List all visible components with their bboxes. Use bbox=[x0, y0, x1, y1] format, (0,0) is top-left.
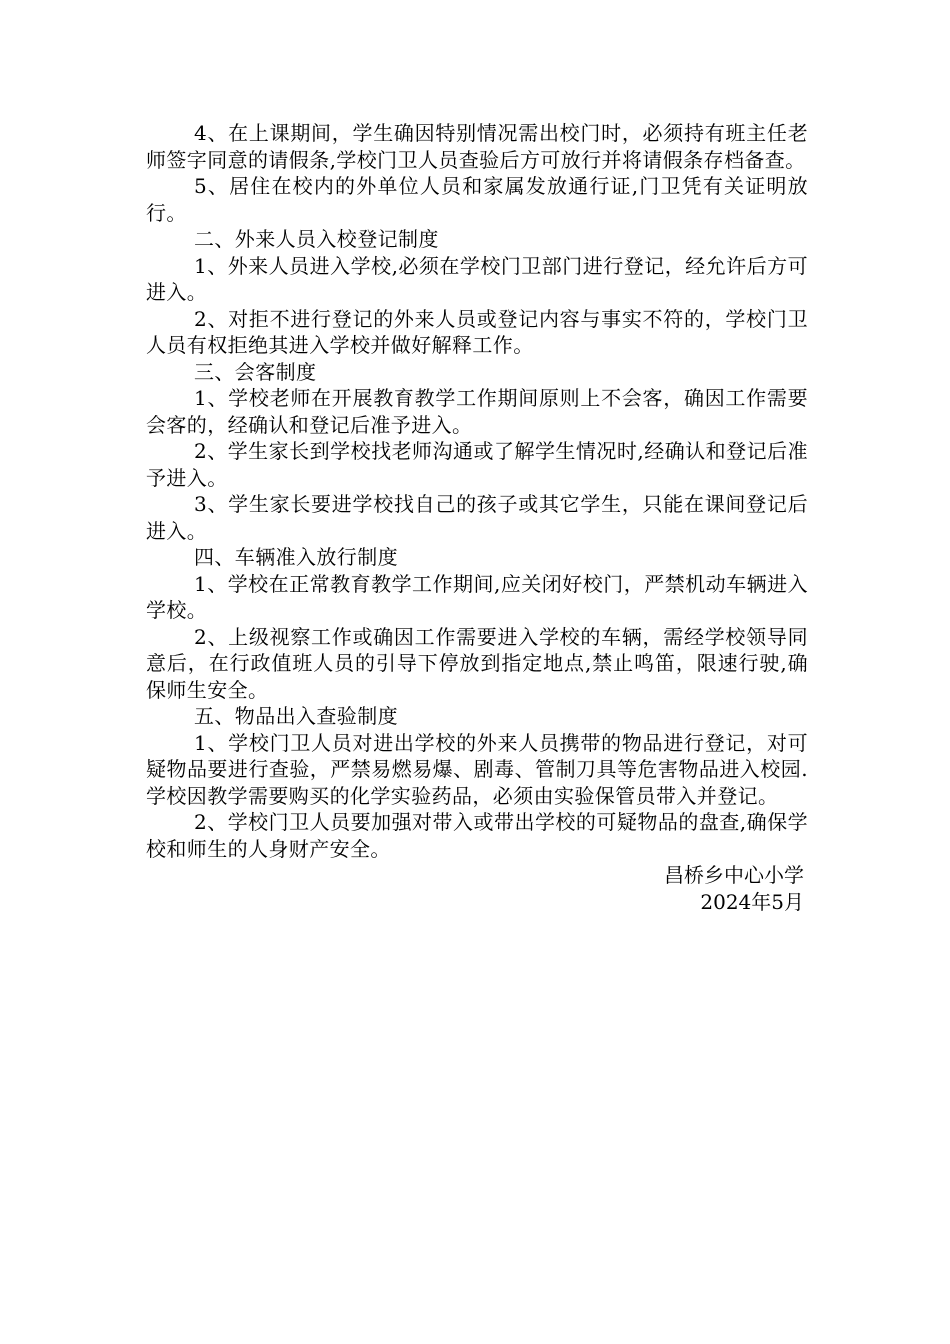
paragraph-vehicle-access-2: 2、上级视察工作或确因工作需要进入学校的车辆，需经学校领导同意后，在行政值班人员的引导下停放到指定地点,禁止鸣笛，限速行驶,确保师生安全。 bbox=[146, 624, 808, 702]
signature-date: 2024年5月 bbox=[700, 889, 804, 914]
paragraph-resident-pass-rule: 5、居住在校内的外单位人员和家属发放通行证,门卫凭有关证明放行。 bbox=[146, 174, 808, 225]
paragraph-visitor-registration-2: 2、对拒不进行登记的外来人员或登记内容与事实不符的，学校门卫人员有权拒绝其进入学校并做好解释工作。 bbox=[146, 306, 808, 357]
paragraph-leave-pass-rule: 4、在上课期间，学生确因特别情况需出校门时，必须持有班主任老师签字同意的请假条,学校门卫人员查验后方可放行并将请假条存档备查。 bbox=[146, 121, 808, 172]
paragraph-item-inspection-1: 1、学校门卫人员对进出学校的外来人员携带的物品进行登记，对可疑物品要进行查验，严禁易燃易爆、剧毒、管制刀具等危害物品进入校园.学校因教学需要购买的化学实验药品，必须由实验保管员带入并登记。 bbox=[146, 730, 808, 808]
section-heading-item-inspection: 五、物品出入查验制度 bbox=[194, 704, 398, 728]
section-heading-visitor-registration: 二、外来人员入校登记制度 bbox=[194, 227, 439, 251]
section-heading-vehicle-access: 四、车辆准入放行制度 bbox=[194, 545, 398, 569]
paragraph-guest-reception-2: 2、学生家长到学校找老师沟通或了解学生情况时,经确认和登记后准予进入。 bbox=[146, 439, 808, 490]
signature-organization: 昌桥乡中心小学 bbox=[664, 863, 804, 887]
paragraph-guest-reception-1: 1、学校老师在开展教育教学工作期间原则上不会客，确因工作需要会客的，经确认和登记后准予进入。 bbox=[146, 386, 808, 437]
paragraph-vehicle-access-1: 1、学校在正常教育教学工作期间,应关闭好校门，严禁机动车辆进入学校。 bbox=[146, 571, 808, 622]
paragraph-item-inspection-2: 2、学校门卫人员要加强对带入或带出学校的可疑物品的盘查,确保学校和师生的人身财产安全。 bbox=[146, 810, 808, 861]
section-heading-guest-reception: 三、会客制度 bbox=[194, 359, 317, 384]
paragraph-visitor-registration-1: 1、外来人员进入学校,必须在学校门卫部门进行登记，经允许后方可进入。 bbox=[146, 253, 808, 304]
paragraph-guest-reception-3: 3、学生家长要进学校找自己的孩子或其它学生，只能在课间登记后进入。 bbox=[146, 492, 808, 543]
document-body bbox=[146, 120, 808, 915]
